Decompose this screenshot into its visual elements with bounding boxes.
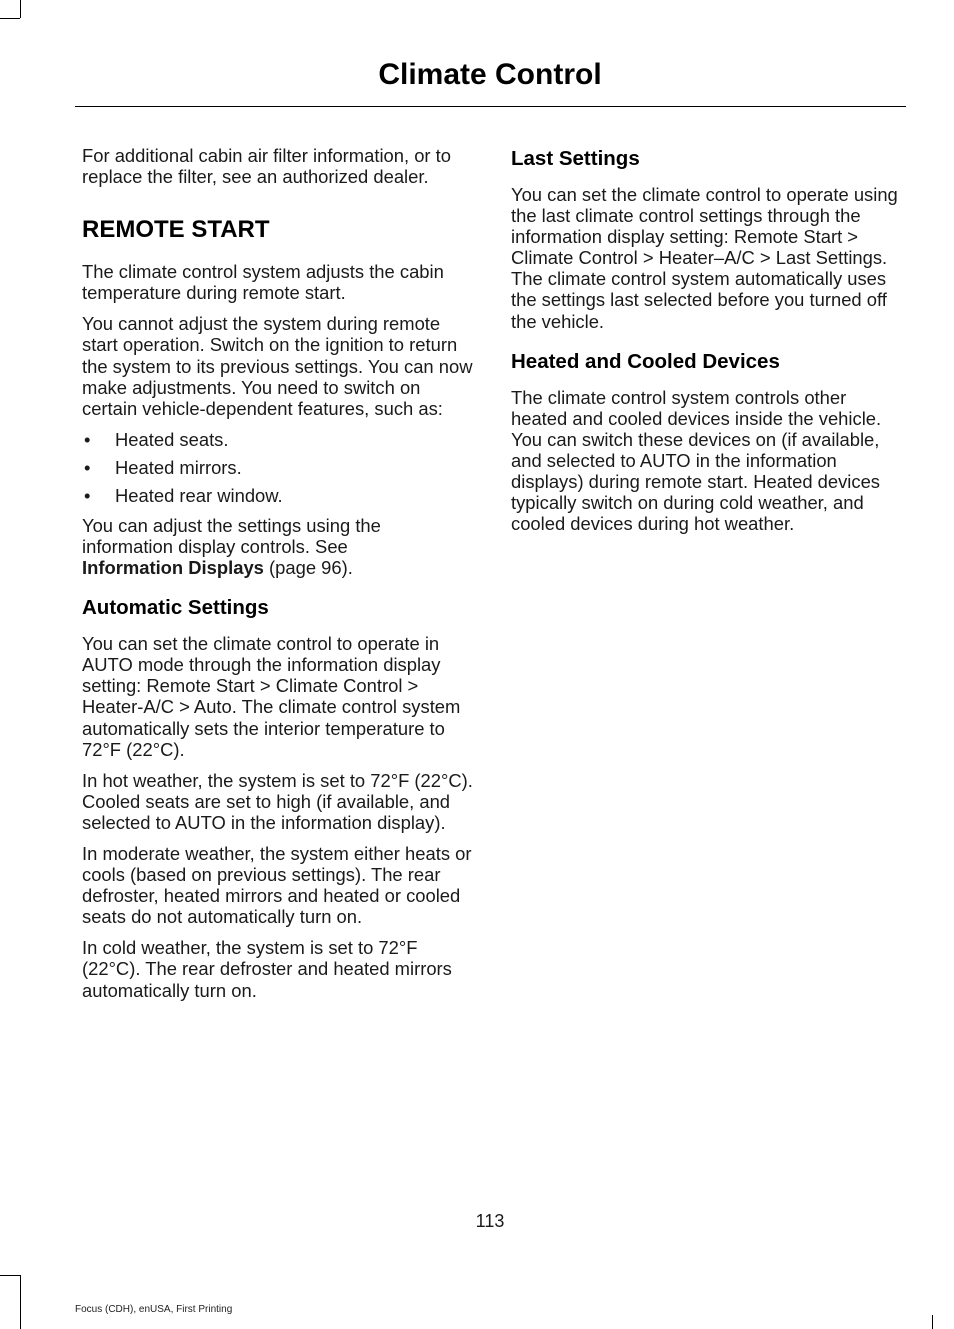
- automatic-settings-heading: Automatic Settings: [82, 596, 269, 620]
- settings-text: You can adjust the settings using the information display controls. See: [82, 514, 381, 557]
- crop-mark-top-left-horizontal: [0, 18, 20, 19]
- bullet-icon: •: [84, 484, 91, 506]
- automatic-paragraph-2: In hot weather, the system is set to 72°F (22°C). Cooled seats are set to high (if available, and selected to AUTO in the information display).: [82, 769, 473, 833]
- last-settings-heading: Last Settings: [511, 147, 640, 170]
- header-rule: [75, 106, 906, 107]
- information-displays-link[interactable]: Information Displays: [82, 557, 264, 579]
- heated-cooled-devices-paragraph: The climate control system controls other heated and cooled devices inside the vehicle. You can switch these devices on (if available, and selected to AUTO in the information displays) during remote start. Heated devices typically switch on during cold weather, and cooled devices during hot weather.: [511, 386, 882, 535]
- bullet-icon: •: [84, 456, 91, 478]
- remote-start-paragraph-2: You cannot adjust the system during remote start operation. Switch on the ignition to return the system to its previous settings. You can now make adjustments. You need to switch on certain vehicle-dependent features, such as:: [82, 313, 473, 419]
- remote-start-paragraph-3: [82, 515, 474, 578]
- automatic-paragraph-1: You can set the climate control to operate in AUTO mode through the information display setting: Remote Start > Climate Control > Heater-A/C > Auto. The climate control system automatically sets the interior temperature to 72°F (22°C).: [82, 633, 461, 760]
- remote-start-heading: REMOTE START: [82, 216, 270, 244]
- bullet-icon: •: [84, 428, 91, 450]
- automatic-paragraph-4: In cold weather, the system is set to 72°F (22°C). The rear defroster and heated mirrors automatically turn on.: [82, 937, 452, 1001]
- right-column: [511, 145, 903, 544]
- crop-mark-bottom-right-vertical: [932, 1315, 933, 1329]
- last-settings-paragraph: You can set the climate control to operate using the last climate control settings through the information display setting: Remote Start > Climate Control > Heater–A/C > Last Settings. The climate control system automatically uses the settings last selected before you turned off the vehicle.: [511, 184, 898, 332]
- list-item: [82, 485, 474, 506]
- list-item-text: Heated mirrors.: [115, 456, 242, 478]
- list-item-text: Heated seats.: [115, 428, 229, 450]
- page-title: Climate Control: [378, 58, 602, 91]
- crop-mark-bottom-left-vertical: [20, 1275, 21, 1329]
- page-number: 113: [475, 1211, 505, 1231]
- list-item: [82, 457, 474, 478]
- list-item: [82, 429, 474, 450]
- crop-mark-top-left-vertical: [20, 0, 21, 18]
- heated-cooled-devices-heading: Heated and Cooled Devices: [511, 349, 780, 373]
- edition-footer: Focus (CDH), enUSA, First Printing: [75, 1304, 233, 1315]
- feature-list: [82, 429, 474, 506]
- left-column: [82, 145, 474, 1011]
- intro-paragraph: For additional cabin air filter information, or to replace the filter, see an authorized dealer.: [82, 145, 452, 188]
- automatic-paragraph-3: In moderate weather, the system either heats or cools (based on previous settings). The rear defroster, heated mirrors and heated or cooled seats do not automatically turn on.: [82, 842, 472, 928]
- remote-start-paragraph-1: The climate control system adjusts the cabin temperature during remote start.: [82, 261, 444, 304]
- page-reference: (page 96).: [263, 557, 353, 579]
- crop-mark-bottom-left-horizontal: [0, 1275, 20, 1276]
- list-item-text: Heated rear window.: [115, 484, 283, 506]
